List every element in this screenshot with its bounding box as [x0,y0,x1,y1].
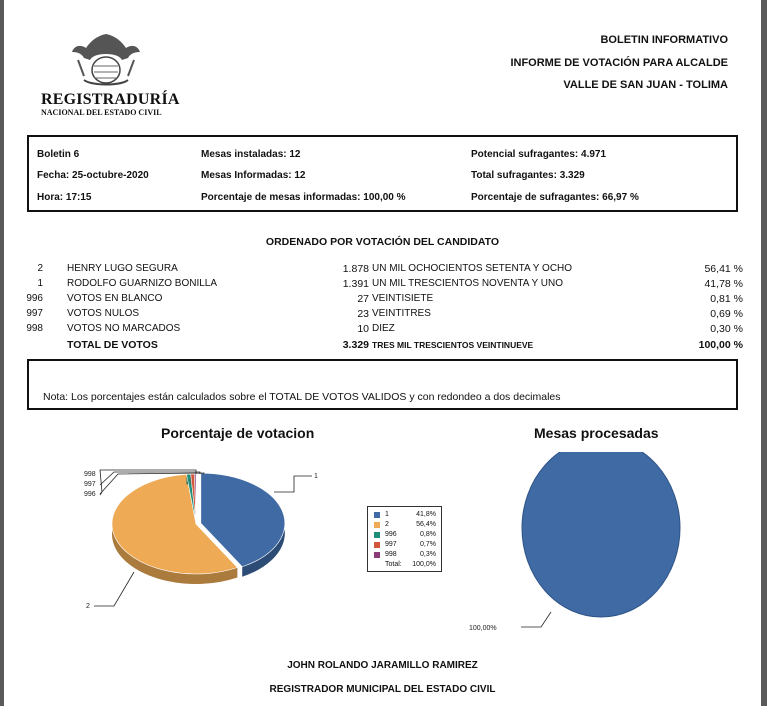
legend-item [374,511,438,520]
candidate-percentage: 0,81 % [710,293,743,305]
candidate-name: RODOLFO GUARNIZO BONILLA [67,278,218,289]
legend-item [374,521,438,530]
boletin-number: Boletin 6 [37,149,80,160]
legend-swatch [374,542,380,548]
legend-swatch [374,512,380,518]
legend-swatch [374,532,380,538]
candidate-percentage: 41,78 % [704,278,743,290]
legend-item [374,531,438,540]
result-row [4,308,761,323]
porcentaje-sufragantes: Porcentaje de sufragantes: 66,97 % [471,192,639,203]
candidate-number: 1 [37,278,43,289]
candidate-name: VOTOS NULOS [67,308,140,319]
candidate-votes: 23 [357,308,369,320]
leader-line [521,612,551,627]
legend-total-value: 100,0% [412,561,436,568]
total-sufragantes: Total sufragantes: 3.329 [471,170,585,181]
total-votes: 3.329 [342,339,369,351]
legend-key: 997 [385,541,397,548]
candidate-votes-words: VEINTISIETE [372,293,434,304]
chart-title-votacion: Porcentaje de votacion [161,425,315,441]
legend-total [374,561,438,570]
legend-value: 0,7% [420,541,436,548]
slice-label-997: 997 [84,481,96,488]
note-text: Nota: Los porcentajes están calculados sobre el TOTAL DE VOTOS VALIDOS y con redondeo a dos decimales [43,391,561,403]
leader-line [94,572,134,606]
candidate-votes: 27 [357,293,369,305]
result-row [4,293,761,308]
chart-title-mesas: Mesas procesadas [534,425,659,441]
report-date: Fecha: 25-octubre-2020 [37,170,149,181]
report-title: BOLETIN INFORMATIVO [600,34,728,46]
org-subtitle: NACIONAL DEL ESTADO CIVIL [41,108,162,117]
total-label: TOTAL DE VOTOS [67,339,158,351]
slice-label-998: 998 [84,471,96,478]
candidate-number: 2 [37,263,43,274]
summary-box [27,135,738,212]
candidate-votes-words: VEINTITRES [372,308,431,319]
slice-label-100: 100,00% [469,625,497,632]
result-row [4,323,761,338]
slice-label-1: 1 [314,473,318,480]
vote-pie-chart [74,462,334,618]
porcentaje-mesas: Porcentaje de mesas informadas: 100,00 % [201,192,406,203]
result-row [4,278,761,293]
result-row [4,263,761,278]
candidate-number: 996 [26,293,43,304]
report-subtitle: INFORME DE VOTACIÓN PARA ALCALDE [510,57,728,69]
chart-legend [367,506,442,572]
legend-item [374,541,438,550]
legend-value: 56,4% [416,521,436,528]
candidate-votes: 1.391 [342,278,369,290]
legend-value: 41,8% [416,511,436,518]
signer-role: REGISTRADOR MUNICIPAL DEL ESTADO CIVIL [269,684,496,695]
leader-line [274,476,312,492]
candidate-percentage: 0,30 % [710,323,743,335]
legend-swatch [374,552,380,558]
coat-of-arms-logo [70,30,142,90]
candidate-votes-words: UN MIL OCHOCIENTOS SETENTA Y OCHO [372,263,573,274]
legend-total-label: Total: [385,561,402,568]
mesas-informadas: Mesas Informadas: 12 [201,170,306,181]
signer-name: JOHN ROLANDO JARAMILLO RAMIREZ [287,660,478,671]
bulletin-page [4,0,761,706]
legend-item [374,551,438,560]
slice-label-2: 2 [86,603,90,610]
legend-key: 996 [385,531,397,538]
org-name: REGISTRADURÍA [41,91,180,108]
legend-key: 998 [385,551,397,558]
total-row [4,339,761,354]
potencial-sufragantes: Potencial sufragantes: 4.971 [471,149,607,160]
legend-swatch [374,522,380,528]
candidate-votes: 10 [357,323,369,335]
legend-key: 2 [385,521,389,528]
legend-value: 0,8% [420,531,436,538]
candidate-percentage: 0,69 % [710,308,743,320]
candidate-name: HENRY LUGO SEGURA [67,263,178,274]
mesas-instaladas: Mesas instaladas: 12 [201,149,301,160]
candidate-name: VOTOS NO MARCADOS [67,323,181,334]
mesas-pie-chart [459,452,689,642]
candidate-percentage: 56,41 % [704,263,743,275]
pie-slice-full [522,452,680,617]
report-location: VALLE DE SAN JUAN - TOLIMA [563,79,728,91]
candidate-votes-words: UN MIL TRESCIENTOS NOVENTA Y UNO [372,278,563,289]
note-box [27,359,738,410]
legend-value: 0,3% [420,551,436,558]
results-heading: ORDENADO POR VOTACIÓN DEL CANDIDATO [265,236,500,248]
total-percentage: 100,00 % [698,339,743,351]
candidate-votes-words: DIEZ [372,323,395,334]
total-votes-words: TRES MIL TRESCIENTOS VEINTINUEVE [372,340,534,350]
legend-key: 1 [385,511,389,518]
candidate-number: 997 [26,308,43,319]
candidate-votes: 1.878 [342,263,369,275]
report-time: Hora: 17:15 [37,192,92,203]
candidate-number: 998 [26,323,43,334]
slice-label-996: 996 [84,491,96,498]
candidate-name: VOTOS EN BLANCO [67,293,163,304]
